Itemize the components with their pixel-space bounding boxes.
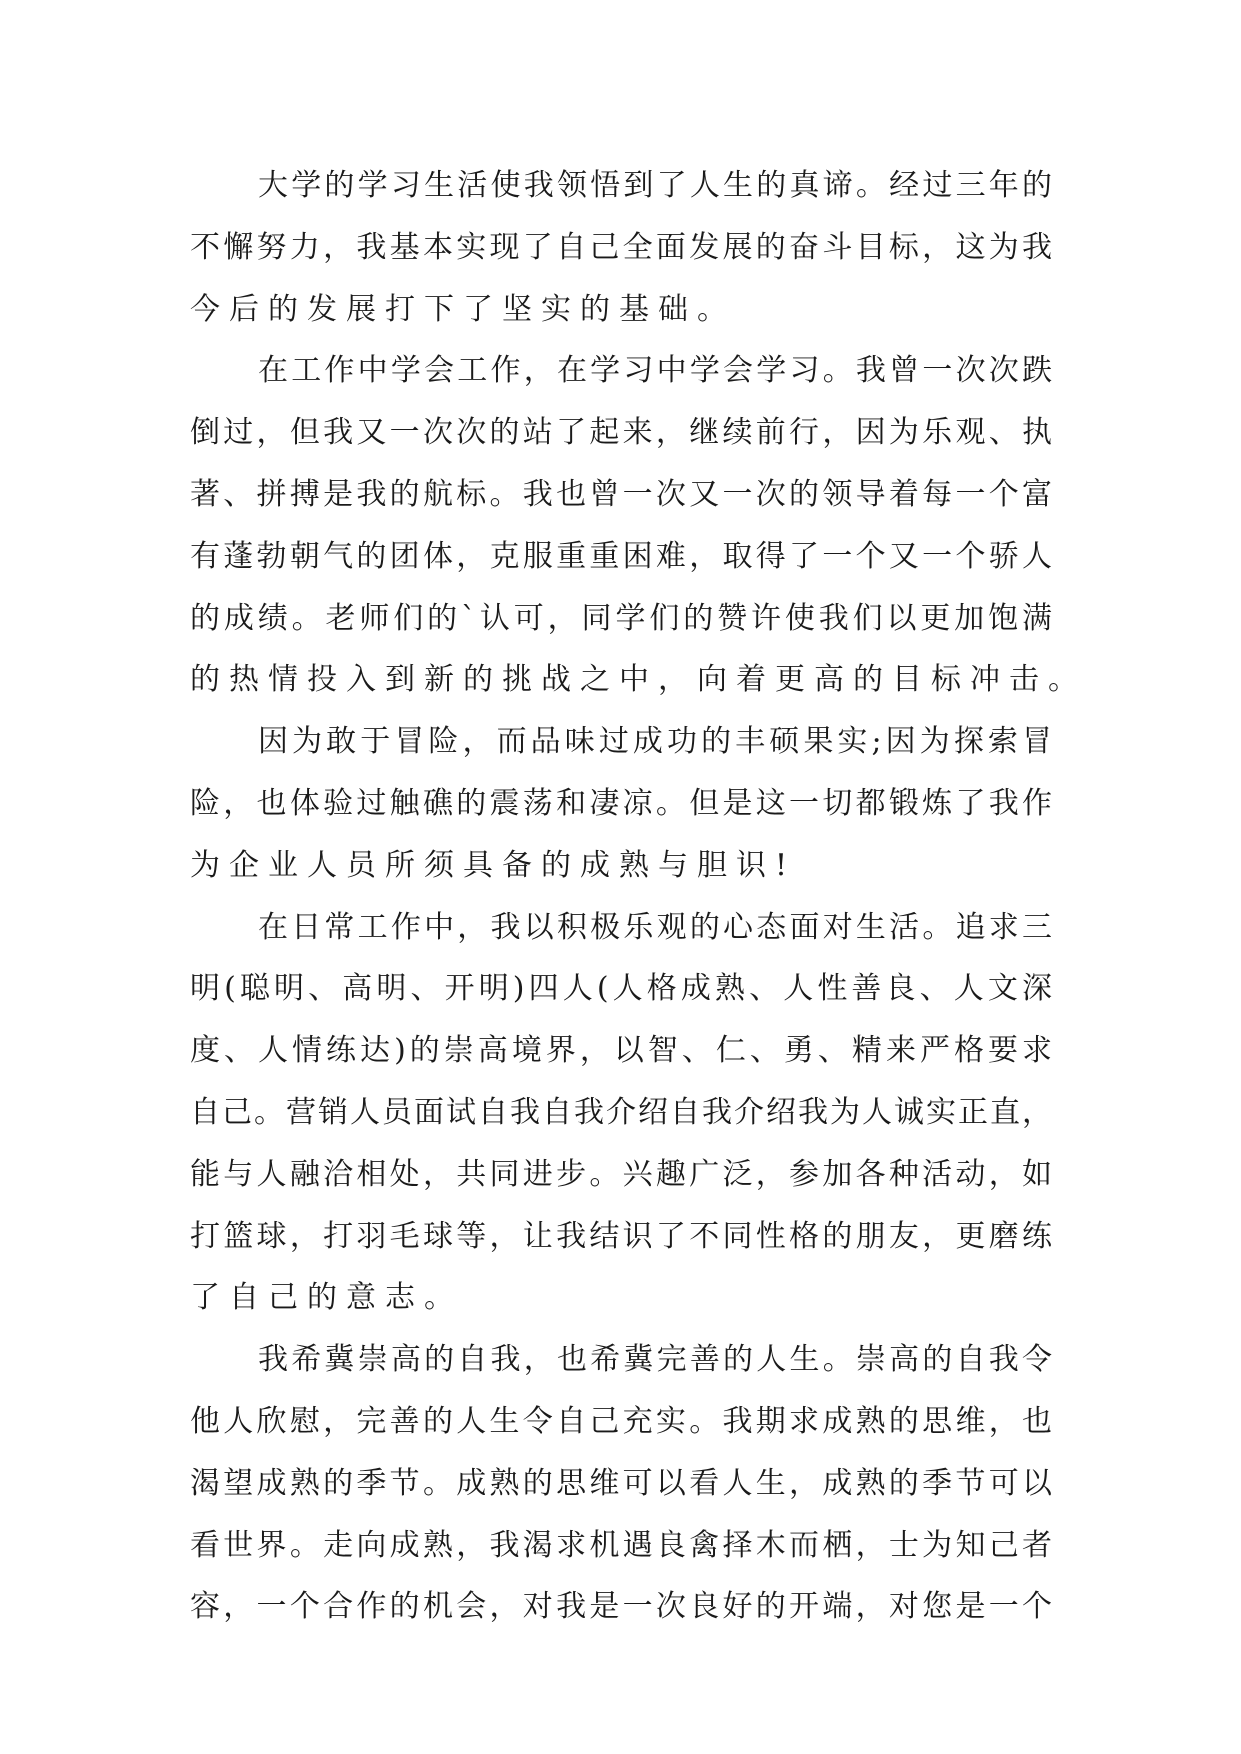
paragraph-line: 容，一个合作的机会，对我是一次良好的开端，对您是一个 xyxy=(190,1589,1052,1625)
paragraph-line: 了自己的意志。 xyxy=(190,1280,463,1316)
paragraph-line: 打篮球，打羽毛球等，让我结识了不同性格的朋友，更磨练 xyxy=(190,1218,1052,1254)
paragraph-first-line: 因为敢于冒险，而品味过成功的丰硕果实;因为探索冒 xyxy=(258,724,1052,760)
document-body xyxy=(190,155,1087,1638)
paragraph-line: 不懈努力，我基本实现了自己全面发展的奋斗目标，这为我 xyxy=(190,229,1052,265)
paragraph-line: 的成绩。老师们的`认可，同学们的赞许使我们以更加饱满 xyxy=(190,600,1052,636)
paragraph-line: 他人欣慰，完善的人生令自己充实。我期求成熟的思维，也 xyxy=(190,1403,1052,1439)
paragraph-line: 能与人融洽相处，共同进步。兴趣广泛，参加各种活动，如 xyxy=(190,1156,1052,1192)
paragraph-line: 的热情投入到新的挑战之中，向着更高的目标冲击。 xyxy=(190,662,1087,698)
paragraph-line: 明(聪明、高明、开明)四人(人格成熟、人性善良、人文深 xyxy=(190,971,1052,1007)
paragraph-line: 倒过，但我又一次次的站了起来，继续前行，因为乐观、执 xyxy=(190,415,1052,451)
paragraph-first-line: 在日常工作中，我以积极乐观的心态面对生活。追求三 xyxy=(258,909,1052,945)
paragraph-line: 有蓬勃朝气的团体，克服重重困难，取得了一个又一个骄人 xyxy=(190,538,1052,574)
paragraph-first-line: 大学的学习生活使我领悟到了人生的真谛。经过三年的 xyxy=(258,168,1052,203)
paragraph-line: 著、拼搏是我的航标。我也曾一次又一次的领导着每一个富 xyxy=(190,476,1052,512)
paragraph-line: 看世界。走向成熟，我渴求机遇良禽择木而栖，士为知己者 xyxy=(190,1527,1052,1563)
paragraph-line: 险，也体验过触礁的震荡和凄凉。但是这一切都锻炼了我作 xyxy=(190,785,1052,821)
paragraph-first-line: 在工作中学会工作，在学习中学会学习。我曾一次次跌 xyxy=(258,353,1052,389)
paragraph-line: 度、人情练达)的崇高境界，以智、仁、勇、精来严格要求 xyxy=(190,1033,1052,1069)
paragraph-first-line: 我希冀崇高的自我，也希冀完善的人生。崇高的自我令 xyxy=(258,1342,1052,1378)
paragraph-line: 自己。营销人员面试自我自我介绍自我介绍我为人诚实正直， xyxy=(190,1094,1052,1130)
paragraph-line: 今后的发展打下了坚实的基础。 xyxy=(190,291,736,327)
paragraph-line: 为企业人员所须具备的成熟与胆识! xyxy=(190,847,797,883)
paragraph-line: 渴望成熟的季节。成熟的思维可以看人生，成熟的季节可以 xyxy=(190,1465,1052,1501)
